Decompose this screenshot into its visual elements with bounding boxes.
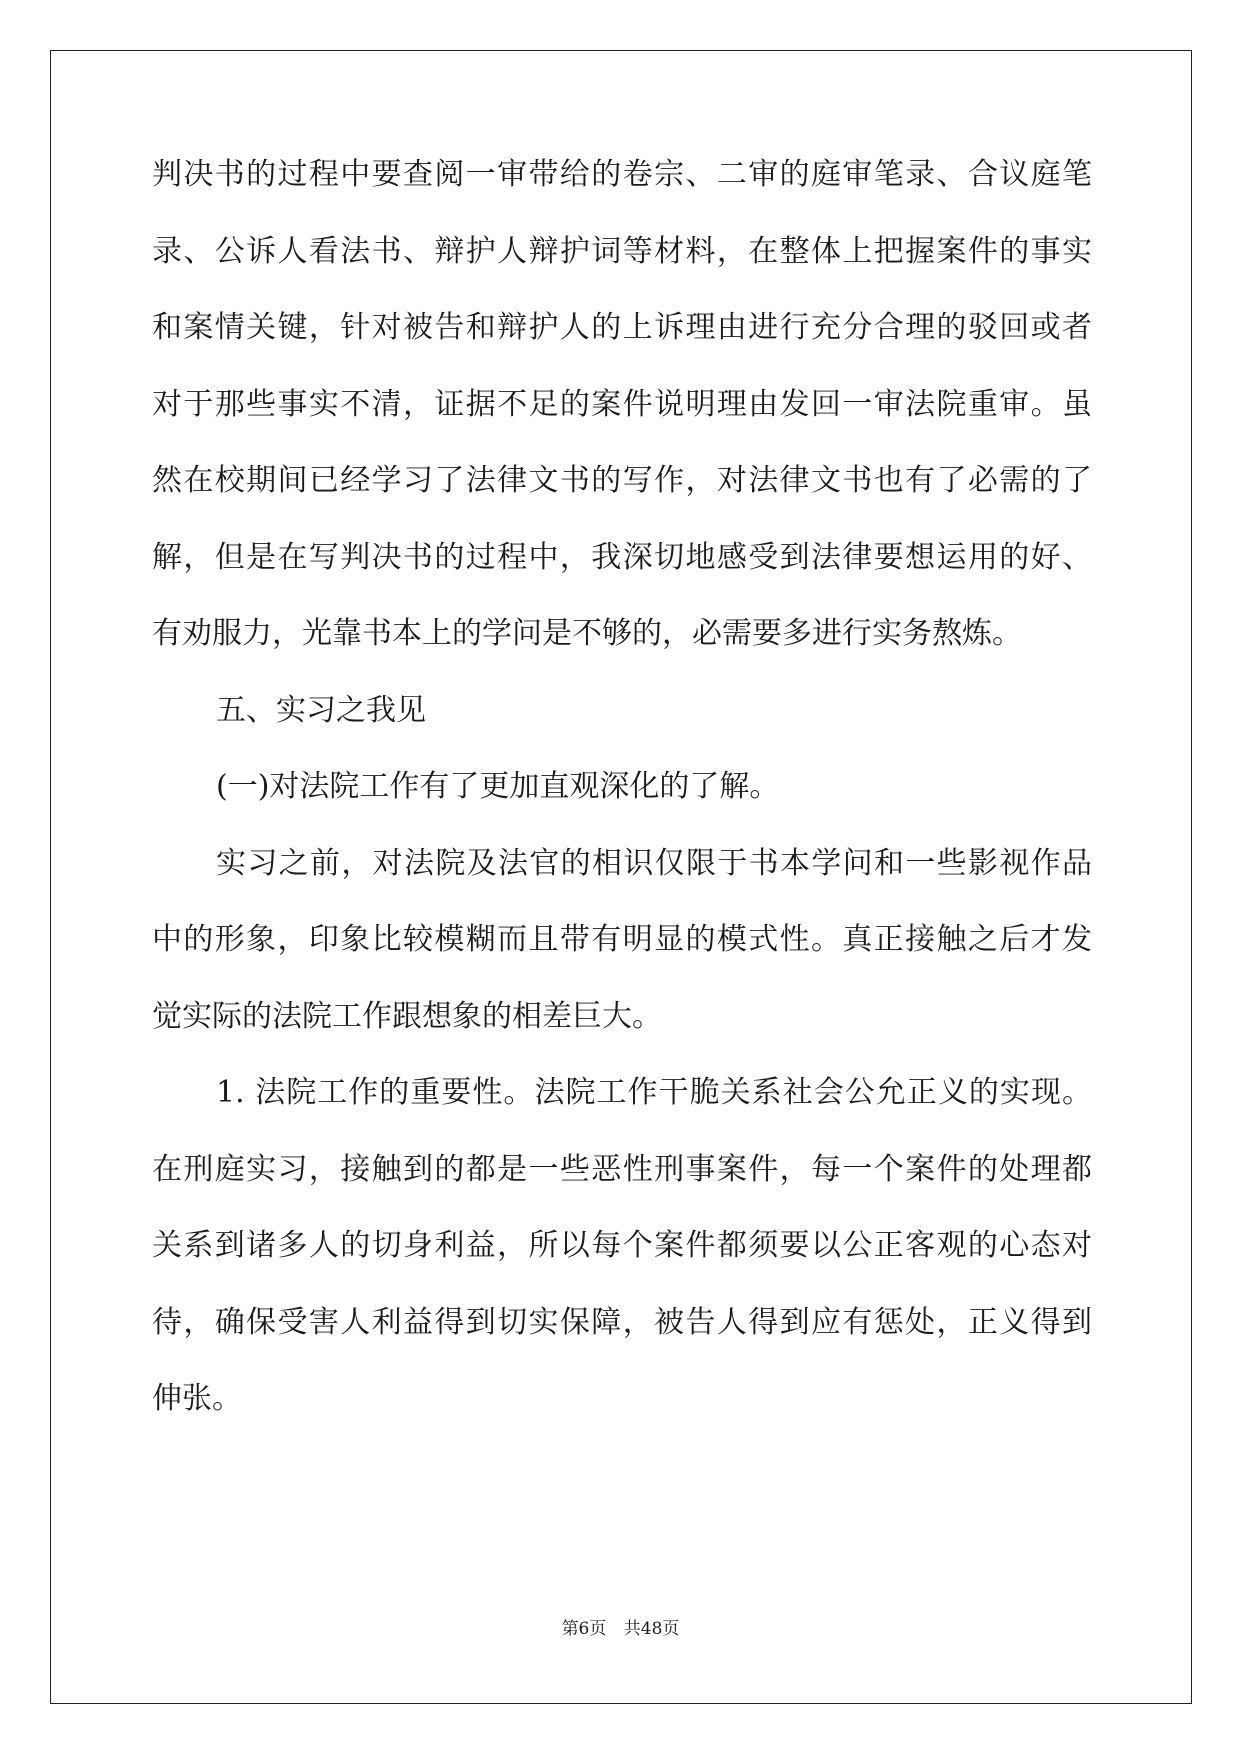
body-line: 中的形象，印象比较模糊而且带有明显的模式性。真正接触之后才发 — [152, 922, 1092, 957]
page-number: 第6页 — [561, 1619, 607, 1639]
body-line: 伸张。 — [152, 1381, 242, 1416]
body-line: 对于那些事实不清，证据不足的案件说明理由发回一审法院重审。虽 — [152, 386, 1092, 422]
body-line: 然在校期间已经学习了法律文书的写作，对法律文书也有了必需的了 — [152, 463, 1092, 498]
section-heading: 五、实习之我见 — [216, 692, 426, 728]
body-line: 和案情关键，针对被告和辩护人的上诉理由进行充分合理的驳回或者 — [152, 310, 1092, 345]
body-line: 解，但是在写判决书的过程中，我深切地感受到法律要想运用的好、 — [152, 539, 1092, 575]
page-total: 共48页 — [623, 1619, 680, 1639]
document-body — [152, 157, 1092, 1461]
body-line: 待，确保受害人利益得到切实保障，被告人得到应有惩处，正义得到 — [152, 1304, 1092, 1340]
body-line: 1. 法院工作的重要性。法院工作干脆关系社会公允正义的实现。 — [216, 1075, 1092, 1110]
body-line: 实习之前，对法院及法官的相识仅限于书本学问和一些影视作品 — [216, 845, 1092, 881]
body-line: 觉实际的法院工作跟想象的相差巨大。 — [152, 998, 662, 1034]
body-line: 关系到诸多人的切身利益，所以每个案件都须要以公正客观的心态对 — [152, 1228, 1092, 1263]
body-line: 判决书的过程中要查阅一审带给的卷宗、二审的庭审笔录、合议庭笔 — [152, 157, 1092, 192]
body-line: 在刑庭实习，接触到的都是一些恶性刑事案件，每一个案件的处理都 — [152, 1151, 1092, 1187]
subsection-heading: (一)对法院工作有了更加直观深化的了解。 — [216, 769, 780, 804]
body-line: 录、公诉人看法书、辩护人辩护词等材料，在整体上把握案件的事实 — [152, 233, 1092, 269]
body-line: 有劝服力，光靠书本上的学问是不够的，必需要多进行实务熬炼。 — [152, 616, 1022, 651]
page-footer — [0, 1614, 1241, 1639]
